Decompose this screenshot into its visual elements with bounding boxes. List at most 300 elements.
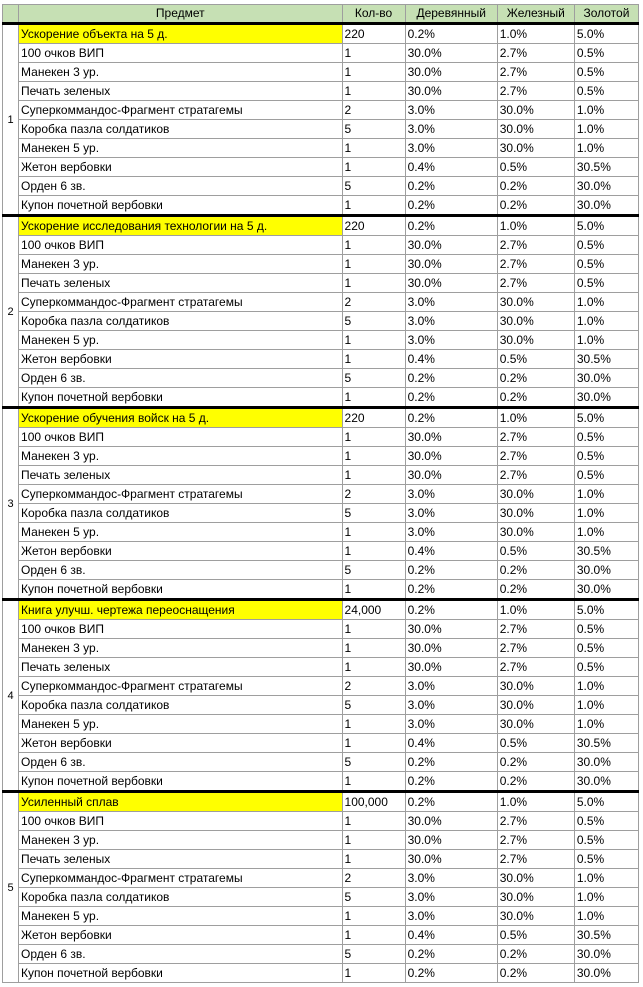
table-row	[3, 331, 639, 350]
cell-wooden[interactable]: 30.0%	[405, 620, 497, 639]
cell-gold[interactable]: 1.0%	[574, 120, 638, 139]
cell-iron[interactable]: 0.2%	[497, 753, 574, 772]
cell-item[interactable]: 100 очков ВИП	[19, 428, 343, 447]
cell-wooden[interactable]: 0.2%	[405, 964, 497, 983]
cell-quantity[interactable]: 1	[342, 523, 405, 542]
cell-quantity[interactable]: 1	[342, 542, 405, 561]
cell-gold[interactable]: 30.0%	[574, 753, 638, 772]
cell-quantity[interactable]: 1	[342, 715, 405, 734]
cell-item[interactable]: Печать зеленых	[19, 658, 343, 677]
cell-wooden[interactable]: 3.0%	[405, 715, 497, 734]
table-row	[3, 216, 639, 236]
cell-iron[interactable]: 0.2%	[497, 369, 574, 388]
cell-wooden[interactable]: 0.2%	[405, 369, 497, 388]
cell-item[interactable]: Купон почетной вербовки	[19, 964, 343, 983]
header-cell-iron: Железный	[497, 5, 574, 24]
cell-wooden[interactable]: 30.0%	[405, 82, 497, 101]
table-row	[3, 350, 639, 369]
cell-iron[interactable]: 30.0%	[497, 677, 574, 696]
cell-item[interactable]: Купон почетной вербовки	[19, 580, 343, 600]
cell-wooden[interactable]: 3.0%	[405, 888, 497, 907]
cell-iron[interactable]: 30.0%	[497, 869, 574, 888]
cell-wooden[interactable]: 3.0%	[405, 696, 497, 715]
cell-iron[interactable]: 1.0%	[497, 408, 574, 428]
header-cell-wooden: Деревянный	[405, 5, 497, 24]
group-number: 2	[3, 216, 19, 408]
cell-gold[interactable]: 0.5%	[574, 236, 638, 255]
table-row	[3, 869, 639, 888]
table-row	[3, 177, 639, 196]
cell-iron[interactable]: 30.0%	[497, 696, 574, 715]
cell-quantity[interactable]: 5	[342, 312, 405, 331]
cell-wooden[interactable]: 30.0%	[405, 44, 497, 63]
cell-wooden[interactable]: 3.0%	[405, 312, 497, 331]
cell-iron[interactable]: 0.2%	[497, 388, 574, 408]
cell-wooden[interactable]: 0.2%	[405, 772, 497, 792]
table-row	[3, 196, 639, 216]
cell-item[interactable]: Купон почетной вербовки	[19, 196, 343, 216]
cell-item[interactable]: Манекен 3 ур.	[19, 255, 343, 274]
cell-wooden[interactable]: 30.0%	[405, 236, 497, 255]
cell-wooden[interactable]: 0.2%	[405, 600, 497, 620]
cell-wooden[interactable]: 0.4%	[405, 926, 497, 945]
cell-gold[interactable]: 0.5%	[574, 639, 638, 658]
cell-wooden[interactable]: 3.0%	[405, 907, 497, 926]
cell-item[interactable]: 100 очков ВИП	[19, 44, 343, 63]
cell-quantity[interactable]: 5	[342, 120, 405, 139]
table-row	[3, 485, 639, 504]
cell-quantity[interactable]: 5	[342, 561, 405, 580]
cell-gold[interactable]: 30.5%	[574, 542, 638, 561]
table-row	[3, 907, 639, 926]
table-row	[3, 388, 639, 408]
cell-item[interactable]: Коробка пазла солдатиков	[19, 312, 343, 331]
cell-gold[interactable]: 1.0%	[574, 677, 638, 696]
cell-wooden[interactable]: 3.0%	[405, 120, 497, 139]
cell-gold[interactable]: 1.0%	[574, 888, 638, 907]
cell-wooden[interactable]: 3.0%	[405, 331, 497, 350]
cell-item[interactable]: Жетон вербовки	[19, 350, 343, 369]
cell-gold[interactable]: 0.5%	[574, 447, 638, 466]
cell-gold[interactable]: 0.5%	[574, 620, 638, 639]
cell-quantity[interactable]: 1	[342, 447, 405, 466]
cell-quantity[interactable]: 1	[342, 926, 405, 945]
cell-iron[interactable]: 30.0%	[497, 139, 574, 158]
cell-gold[interactable]: 30.0%	[574, 388, 638, 408]
cell-wooden[interactable]: 0.4%	[405, 542, 497, 561]
cell-iron[interactable]: 2.7%	[497, 658, 574, 677]
cell-iron[interactable]: 2.7%	[497, 831, 574, 850]
cell-quantity[interactable]: 1	[342, 831, 405, 850]
cell-quantity[interactable]: 1	[342, 44, 405, 63]
table-row	[3, 44, 639, 63]
cell-gold[interactable]: 30.0%	[574, 580, 638, 600]
cell-iron[interactable]: 1.0%	[497, 216, 574, 236]
cell-quantity[interactable]: 5	[342, 696, 405, 715]
cell-gold[interactable]: 0.5%	[574, 82, 638, 101]
table-row	[3, 408, 639, 428]
cell-iron[interactable]: 2.7%	[497, 850, 574, 869]
cell-wooden[interactable]: 30.0%	[405, 255, 497, 274]
cell-item[interactable]: Жетон вербовки	[19, 926, 343, 945]
cell-quantity[interactable]: 24,000	[342, 600, 405, 620]
cell-gold[interactable]: 0.5%	[574, 466, 638, 485]
table-row	[3, 466, 639, 485]
cell-item[interactable]: Коробка пазла солдатиков	[19, 888, 343, 907]
group-number: 1	[3, 24, 19, 216]
cell-gold[interactable]: 1.0%	[574, 331, 638, 350]
cell-item[interactable]: Манекен 3 ур.	[19, 447, 343, 466]
cell-quantity[interactable]: 1	[342, 158, 405, 177]
cell-item[interactable]: Манекен 5 ур.	[19, 139, 343, 158]
cell-quantity[interactable]: 1	[342, 331, 405, 350]
cell-gold[interactable]: 0.5%	[574, 274, 638, 293]
cell-item[interactable]: Печать зеленых	[19, 850, 343, 869]
cell-wooden[interactable]: 0.4%	[405, 734, 497, 753]
cell-iron[interactable]: 2.7%	[497, 466, 574, 485]
cell-wooden[interactable]: 3.0%	[405, 504, 497, 523]
cell-wooden[interactable]: 3.0%	[405, 677, 497, 696]
cell-item[interactable]: 100 очков ВИП	[19, 620, 343, 639]
cell-wooden[interactable]: 0.2%	[405, 561, 497, 580]
table-row	[3, 792, 639, 812]
cell-wooden[interactable]: 30.0%	[405, 63, 497, 82]
cell-quantity[interactable]: 1	[342, 350, 405, 369]
cell-item[interactable]: Суперкоммандос-Фрагмент стратагемы	[19, 869, 343, 888]
cell-wooden[interactable]: 0.2%	[405, 24, 497, 44]
cell-item[interactable]: Ускорение объекта на 5 д.	[19, 24, 343, 44]
cell-iron[interactable]: 30.0%	[497, 485, 574, 504]
cell-iron[interactable]: 0.2%	[497, 196, 574, 216]
cell-iron[interactable]: 2.7%	[497, 274, 574, 293]
cell-item[interactable]: Жетон вербовки	[19, 158, 343, 177]
cell-item[interactable]: Коробка пазла солдатиков	[19, 696, 343, 715]
table-row	[3, 888, 639, 907]
table-row	[3, 139, 639, 158]
cell-iron[interactable]: 2.7%	[497, 428, 574, 447]
cell-item[interactable]: Суперкоммандос-Фрагмент стратагемы	[19, 101, 343, 120]
cell-gold[interactable]: 5.0%	[574, 792, 638, 812]
table-row	[3, 523, 639, 542]
table-row	[3, 812, 639, 831]
cell-gold[interactable]: 5.0%	[574, 408, 638, 428]
cell-item[interactable]: Манекен 5 ур.	[19, 523, 343, 542]
cell-quantity[interactable]: 5	[342, 888, 405, 907]
cell-gold[interactable]: 0.5%	[574, 658, 638, 677]
cell-gold[interactable]: 0.5%	[574, 812, 638, 831]
cell-quantity[interactable]: 5	[342, 369, 405, 388]
cell-quantity[interactable]: 1	[342, 850, 405, 869]
cell-item[interactable]: Жетон вербовки	[19, 734, 343, 753]
cell-quantity[interactable]: 220	[342, 408, 405, 428]
cell-gold[interactable]: 1.0%	[574, 715, 638, 734]
cell-gold[interactable]: 30.0%	[574, 369, 638, 388]
cell-item[interactable]: Усиленный сплав	[19, 792, 343, 812]
cell-iron[interactable]: 30.0%	[497, 331, 574, 350]
cell-item[interactable]: Печать зеленых	[19, 274, 343, 293]
cell-iron[interactable]: 0.5%	[497, 926, 574, 945]
cell-gold[interactable]: 30.5%	[574, 158, 638, 177]
table-row	[3, 945, 639, 964]
cell-wooden[interactable]: 30.0%	[405, 466, 497, 485]
table-body	[3, 24, 639, 983]
cell-quantity[interactable]: 1	[342, 139, 405, 158]
cell-quantity[interactable]: 1	[342, 428, 405, 447]
cell-iron[interactable]: 30.0%	[497, 120, 574, 139]
cell-iron[interactable]: 2.7%	[497, 812, 574, 831]
cell-gold[interactable]: 0.5%	[574, 428, 638, 447]
cell-iron[interactable]: 2.7%	[497, 447, 574, 466]
table-row	[3, 312, 639, 331]
cell-quantity[interactable]: 1	[342, 388, 405, 408]
cell-quantity[interactable]: 1	[342, 466, 405, 485]
cell-wooden[interactable]: 3.0%	[405, 869, 497, 888]
cell-gold[interactable]: 30.5%	[574, 350, 638, 369]
table-row	[3, 236, 639, 255]
cell-gold[interactable]: 30.0%	[574, 561, 638, 580]
cell-item[interactable]: Жетон вербовки	[19, 542, 343, 561]
cell-wooden[interactable]: 30.0%	[405, 274, 497, 293]
cell-quantity[interactable]: 1	[342, 63, 405, 82]
table-row	[3, 639, 639, 658]
cell-quantity[interactable]: 1	[342, 907, 405, 926]
cell-quantity[interactable]: 1	[342, 620, 405, 639]
cell-item[interactable]: Манекен 3 ур.	[19, 639, 343, 658]
cell-gold[interactable]: 1.0%	[574, 293, 638, 312]
cell-iron[interactable]: 2.7%	[497, 639, 574, 658]
cell-gold[interactable]: 1.0%	[574, 485, 638, 504]
cell-item[interactable]: Манекен 5 ур.	[19, 907, 343, 926]
cell-iron[interactable]: 30.0%	[497, 312, 574, 331]
cell-item[interactable]: Купон почетной вербовки	[19, 772, 343, 792]
cell-iron[interactable]: 30.0%	[497, 888, 574, 907]
cell-gold[interactable]: 30.0%	[574, 964, 638, 983]
cell-wooden[interactable]: 0.2%	[405, 753, 497, 772]
cell-gold[interactable]: 0.5%	[574, 255, 638, 274]
cell-wooden[interactable]: 0.2%	[405, 580, 497, 600]
table-row	[3, 850, 639, 869]
cell-gold[interactable]: 1.0%	[574, 504, 638, 523]
cell-wooden[interactable]: 3.0%	[405, 523, 497, 542]
cell-item[interactable]: Суперкоммандос-Фрагмент стратагемы	[19, 293, 343, 312]
table-row	[3, 696, 639, 715]
cell-quantity[interactable]: 1	[342, 82, 405, 101]
cell-iron[interactable]: 2.7%	[497, 236, 574, 255]
cell-iron[interactable]: 1.0%	[497, 600, 574, 620]
cell-gold[interactable]: 1.0%	[574, 312, 638, 331]
cell-quantity[interactable]: 1	[342, 812, 405, 831]
cell-item[interactable]: Орден 6 зв.	[19, 753, 343, 772]
header-row	[3, 5, 639, 24]
cell-iron[interactable]: 0.5%	[497, 542, 574, 561]
cell-iron[interactable]: 0.2%	[497, 772, 574, 792]
cell-item[interactable]: Орден 6 зв.	[19, 177, 343, 196]
table-row	[3, 580, 639, 600]
cell-item[interactable]: Суперкоммандос-Фрагмент стратагемы	[19, 677, 343, 696]
cell-gold[interactable]: 1.0%	[574, 696, 638, 715]
cell-iron[interactable]: 30.0%	[497, 504, 574, 523]
cell-wooden[interactable]: 3.0%	[405, 101, 497, 120]
table-row	[3, 293, 639, 312]
cell-gold[interactable]: 1.0%	[574, 869, 638, 888]
cell-item[interactable]: Орден 6 зв.	[19, 561, 343, 580]
cell-iron[interactable]: 0.2%	[497, 945, 574, 964]
cell-quantity[interactable]: 1	[342, 964, 405, 983]
cell-iron[interactable]: 2.7%	[497, 620, 574, 639]
cell-iron[interactable]: 30.0%	[497, 523, 574, 542]
cell-gold[interactable]: 1.0%	[574, 523, 638, 542]
cell-quantity[interactable]: 2	[342, 101, 405, 120]
cell-iron[interactable]: 2.7%	[497, 82, 574, 101]
cell-gold[interactable]: 5.0%	[574, 216, 638, 236]
cell-wooden[interactable]: 3.0%	[405, 485, 497, 504]
cell-item[interactable]: Печать зеленых	[19, 466, 343, 485]
cell-quantity[interactable]: 5	[342, 945, 405, 964]
cell-quantity[interactable]: 2	[342, 485, 405, 504]
cell-iron[interactable]: 30.0%	[497, 101, 574, 120]
cell-iron[interactable]: 1.0%	[497, 792, 574, 812]
cell-iron[interactable]: 0.5%	[497, 734, 574, 753]
cell-item[interactable]: Коробка пазла солдатиков	[19, 504, 343, 523]
cell-item[interactable]: 100 очков ВИП	[19, 812, 343, 831]
cell-iron[interactable]: 1.0%	[497, 24, 574, 44]
cell-iron[interactable]: 0.2%	[497, 964, 574, 983]
cell-wooden[interactable]: 3.0%	[405, 139, 497, 158]
cell-iron[interactable]: 0.5%	[497, 350, 574, 369]
group-number: 4	[3, 600, 19, 792]
table-row	[3, 120, 639, 139]
cell-gold[interactable]: 0.5%	[574, 63, 638, 82]
cell-quantity[interactable]: 2	[342, 677, 405, 696]
cell-gold[interactable]: 5.0%	[574, 24, 638, 44]
cell-quantity[interactable]: 1	[342, 255, 405, 274]
cell-wooden[interactable]: 0.2%	[405, 196, 497, 216]
cell-wooden[interactable]: 0.2%	[405, 177, 497, 196]
cell-quantity[interactable]: 1	[342, 274, 405, 293]
cell-quantity[interactable]: 1	[342, 236, 405, 255]
cell-wooden[interactable]: 0.2%	[405, 945, 497, 964]
cell-item[interactable]: Печать зеленых	[19, 82, 343, 101]
cell-gold[interactable]: 30.5%	[574, 926, 638, 945]
cell-wooden[interactable]: 30.0%	[405, 850, 497, 869]
table-row	[3, 63, 639, 82]
cell-iron[interactable]: 30.0%	[497, 715, 574, 734]
cell-quantity[interactable]: 1	[342, 734, 405, 753]
rewards-table	[2, 4, 639, 983]
cell-quantity[interactable]: 1	[342, 196, 405, 216]
group-number: 3	[3, 408, 19, 600]
cell-quantity[interactable]: 220	[342, 216, 405, 236]
cell-item[interactable]: Ускорение обучения войск на 5 д.	[19, 408, 343, 428]
cell-gold[interactable]: 30.0%	[574, 196, 638, 216]
cell-wooden[interactable]: 0.4%	[405, 158, 497, 177]
cell-item[interactable]: Манекен 5 ур.	[19, 331, 343, 350]
table-row	[3, 255, 639, 274]
cell-gold[interactable]: 30.5%	[574, 734, 638, 753]
cell-wooden[interactable]: 30.0%	[405, 812, 497, 831]
cell-iron[interactable]: 0.2%	[497, 580, 574, 600]
cell-item[interactable]: Коробка пазла солдатиков	[19, 120, 343, 139]
table-row	[3, 504, 639, 523]
table-row	[3, 715, 639, 734]
cell-gold[interactable]: 1.0%	[574, 101, 638, 120]
cell-gold[interactable]: 5.0%	[574, 600, 638, 620]
cell-wooden[interactable]: 30.0%	[405, 639, 497, 658]
header-cell-index	[3, 5, 19, 24]
cell-gold[interactable]: 30.0%	[574, 945, 638, 964]
cell-item[interactable]: Манекен 5 ур.	[19, 715, 343, 734]
cell-quantity[interactable]: 1	[342, 772, 405, 792]
cell-item[interactable]: 100 очков ВИП	[19, 236, 343, 255]
cell-item[interactable]: Книга улучш. чертежа переоснащения	[19, 600, 343, 620]
cell-gold[interactable]: 0.5%	[574, 831, 638, 850]
cell-iron[interactable]: 2.7%	[497, 44, 574, 63]
table-row	[3, 447, 639, 466]
header-cell-quantity: Кол-во	[342, 5, 405, 24]
cell-quantity[interactable]: 220	[342, 24, 405, 44]
cell-iron[interactable]: 2.7%	[497, 255, 574, 274]
cell-wooden[interactable]: 30.0%	[405, 831, 497, 850]
cell-wooden[interactable]: 0.2%	[405, 216, 497, 236]
cell-wooden[interactable]: 0.4%	[405, 350, 497, 369]
header-cell-gold: Золотой	[574, 5, 638, 24]
cell-iron[interactable]: 30.0%	[497, 907, 574, 926]
table-row	[3, 677, 639, 696]
cell-quantity[interactable]: 1	[342, 639, 405, 658]
cell-gold[interactable]: 0.5%	[574, 850, 638, 869]
cell-wooden[interactable]: 0.2%	[405, 408, 497, 428]
cell-wooden[interactable]: 0.2%	[405, 792, 497, 812]
cell-quantity[interactable]: 5	[342, 753, 405, 772]
cell-item[interactable]: Суперкоммандос-Фрагмент стратагемы	[19, 485, 343, 504]
header-cell-item: Предмет	[19, 5, 343, 24]
cell-item[interactable]: Манекен 3 ур.	[19, 831, 343, 850]
cell-gold[interactable]: 1.0%	[574, 139, 638, 158]
cell-wooden[interactable]: 3.0%	[405, 293, 497, 312]
cell-item[interactable]: Манекен 3 ур.	[19, 63, 343, 82]
cell-wooden[interactable]: 30.0%	[405, 658, 497, 677]
cell-quantity[interactable]: 2	[342, 293, 405, 312]
cell-quantity[interactable]: 5	[342, 177, 405, 196]
cell-item[interactable]: Орден 6 зв.	[19, 369, 343, 388]
table-row	[3, 428, 639, 447]
cell-quantity[interactable]: 100,000	[342, 792, 405, 812]
cell-item[interactable]: Ускорение исследования технологии на 5 д.	[19, 216, 343, 236]
cell-gold[interactable]: 30.0%	[574, 177, 638, 196]
cell-wooden[interactable]: 30.0%	[405, 428, 497, 447]
cell-gold[interactable]: 0.5%	[574, 44, 638, 63]
cell-quantity[interactable]: 2	[342, 869, 405, 888]
cell-item[interactable]: Купон почетной вербовки	[19, 388, 343, 408]
cell-gold[interactable]: 30.0%	[574, 772, 638, 792]
cell-item[interactable]: Орден 6 зв.	[19, 945, 343, 964]
cell-quantity[interactable]: 1	[342, 580, 405, 600]
cell-iron[interactable]: 0.5%	[497, 158, 574, 177]
cell-iron[interactable]: 2.7%	[497, 63, 574, 82]
table-row	[3, 82, 639, 101]
cell-wooden[interactable]: 30.0%	[405, 447, 497, 466]
cell-quantity[interactable]: 5	[342, 504, 405, 523]
table-row	[3, 620, 639, 639]
cell-iron[interactable]: 0.2%	[497, 561, 574, 580]
cell-iron[interactable]: 0.2%	[497, 177, 574, 196]
table-row	[3, 274, 639, 293]
table-row	[3, 101, 639, 120]
cell-iron[interactable]: 30.0%	[497, 293, 574, 312]
cell-gold[interactable]: 1.0%	[574, 907, 638, 926]
cell-wooden[interactable]: 0.2%	[405, 388, 497, 408]
cell-quantity[interactable]: 1	[342, 658, 405, 677]
